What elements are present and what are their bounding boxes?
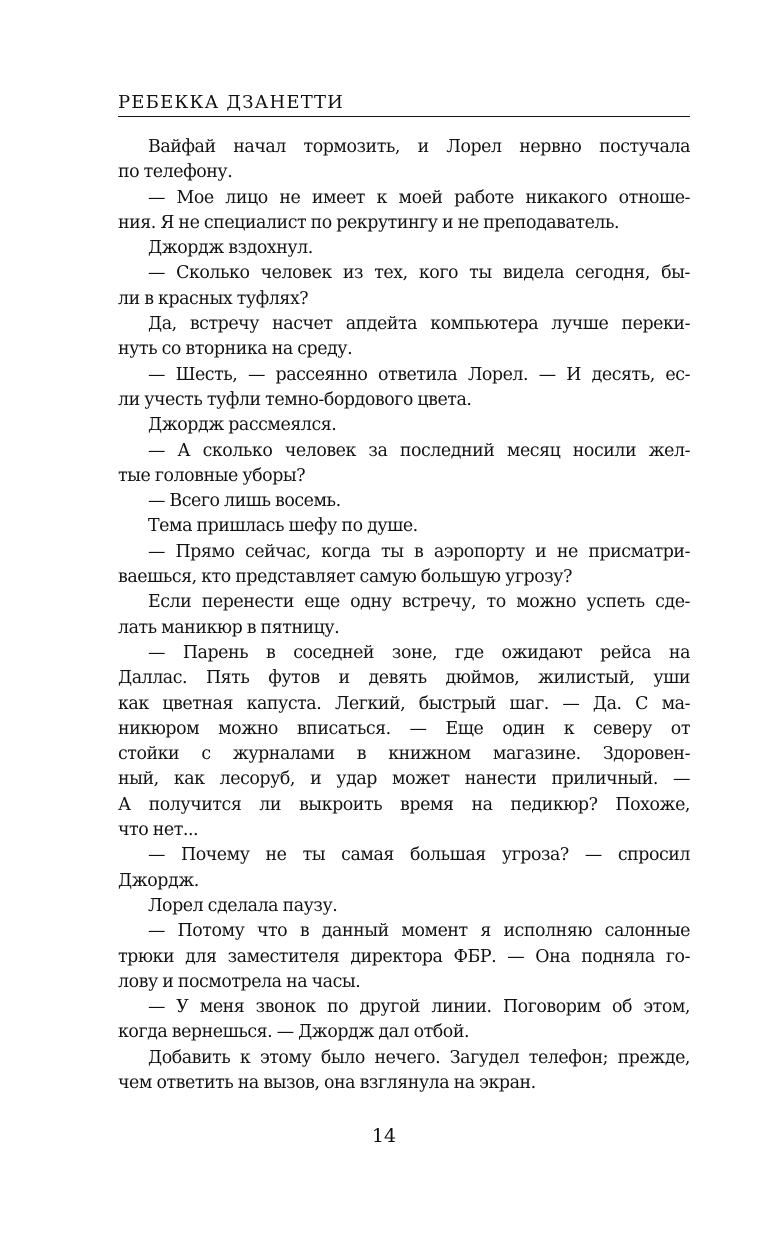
text-line: — Мое лицо не имеет к моей работе никакого отноше-	[148, 187, 690, 208]
text-line: Джордж рассмеялся.	[148, 415, 337, 436]
text-line: когда вернешься. — Джордж дал отбой.	[118, 1022, 470, 1043]
text-line: — У меня звонок по другой линии. Поговорим об этом,	[148, 997, 690, 1018]
text-line: — Потому что в данный момент я исполняю салонные	[148, 921, 690, 942]
text-line: Если перенести еще одну встречу, то можно успеть сде-	[148, 592, 690, 613]
text-line: ли учесть туфли темно-бордового цвета.	[118, 389, 472, 410]
text-line: нуть со вторника на среду.	[118, 339, 353, 360]
text-line: — А сколько человек за последний месяц носили жел-	[148, 440, 690, 461]
text-line: — Почему не ты самая большая угроза? — спросил	[148, 845, 690, 866]
text-line: Даллас. Пять футов и девять дюймов, жилистый, уши	[118, 668, 690, 689]
text-line: лову и посмотрела на часы.	[118, 971, 361, 992]
text-line: чем ответить на вызов, она взглянула на экран.	[118, 1072, 536, 1093]
text-line: А получится ли выкроить время на педикюр? Похоже,	[118, 794, 690, 815]
text-line: — Шесть, — рассеянно ответила Лорел. — И десять, ес-	[148, 364, 690, 385]
text-line: стойки с журналами в книжном магазине. Здоровен-	[118, 744, 690, 765]
text-line: — Прямо сейчас, когда ты в аэропорту и не присматри-	[148, 541, 690, 562]
text-line: — Парень в соседней зоне, где ожидают рейса на	[148, 642, 690, 663]
running-head-author: РЕБЕККА ДЗАНЕТТИ	[118, 92, 345, 113]
text-line: никюром можно вписаться. — Еще один к северу от	[118, 718, 690, 739]
text-line: ваешься, кто представляет самую большую угрозу?	[118, 567, 572, 588]
text-line: трюки для заместителя директора ФБР. — Она подняла го-	[118, 946, 690, 967]
text-line: Добавить к этому было нечего. Загудел телефон; прежде,	[148, 1047, 690, 1068]
running-header	[118, 88, 690, 117]
page-number: 14	[371, 1125, 397, 1147]
text-line: по телефону.	[118, 162, 233, 183]
text-line: ли в красных туфлях?	[118, 288, 309, 309]
text-line: Джордж.	[118, 870, 199, 891]
text-line: — Всего лишь восемь.	[148, 491, 341, 512]
text-line: — Сколько человек из тех, кого ты видела сегодня, бы-	[148, 263, 690, 284]
text-line: ный, как лесоруб, и удар может нанести приличный. —	[118, 769, 690, 790]
text-line: Тема пришлась шефу по душе.	[148, 516, 418, 537]
text-line: Вайфай начал тормозить, и Лорел нервно постучала	[148, 137, 690, 157]
text-line: Джордж вздохнул.	[148, 238, 313, 259]
text-line: лать маникюр в пятницу.	[118, 617, 340, 638]
body-text	[118, 135, 690, 1096]
text-line: тые головные уборы?	[118, 465, 306, 486]
text-line: Лорел сделала паузу.	[148, 895, 338, 916]
text-line: ния. Я не специалист по рекрутингу и не преподаватель.	[118, 212, 620, 233]
text-line: что нет...	[118, 820, 199, 841]
text-line: как цветная капуста. Легкий, быстрый шаг. — Да. С ма-	[118, 693, 690, 714]
text-line: Да, встречу насчет апдейта компьютера лучше переки-	[148, 314, 690, 335]
